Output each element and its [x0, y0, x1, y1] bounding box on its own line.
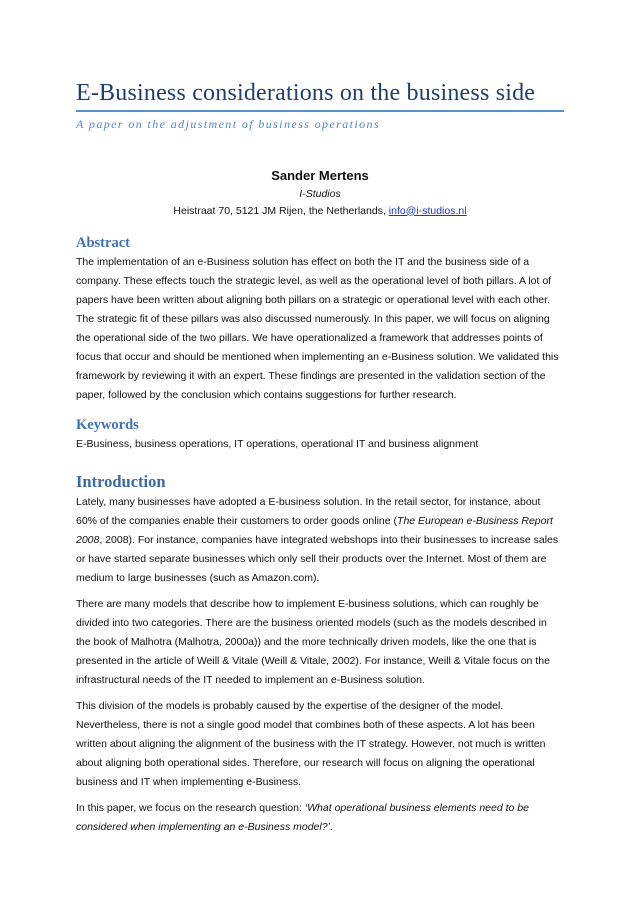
author-block — [76, 168, 564, 218]
author-name: Sander Mertens — [271, 167, 369, 183]
intro-p1-text-a: Lately, many businesses have adopted a E-business solution. In the retail sector, for instance, about 60% of the companies enable their customers to order goods online ( — [76, 495, 541, 527]
intro-p4-text-b: . — [329, 820, 333, 833]
introduction-paragraph-3: This division of the models is probably caused by the expertise of the designer of the model. Nevertheless, there is not a single good model that combines both of these aspects. A lot has been written about aligning the alignment of the business with the IT strategy. However, not much is written about aligning both operational sides. Therefore, our research will focus on aligning the operational business and IT when implementing e-Business. — [76, 699, 546, 788]
abstract-heading: Abstract — [76, 234, 130, 251]
introduction-paragraph-1 — [76, 493, 564, 588]
abstract-text: The implementation of an e-Business solution has effect on both the IT and the business side of a company. These effects touch the strategic level, as well as the operational level of both pillars. A lot of papers have been written about aligning both pillars on a strategic or operational level with each other. The strategic fit of these pillars was also discussed numerously. In this paper, we will focus on aligning the operational side of the two pillars. We have operationalized a framework that addresses points of focus that occur and should be mentioned when implementing an e-Business solution. We validated this framework by reviewing it with an expert. These findings are presented in the validation section of the paper, followed by the conclusion which contains suggestions for further research. — [76, 255, 559, 401]
introduction-heading: Introduction — [76, 471, 166, 491]
author-address — [76, 204, 564, 218]
title-underline — [76, 110, 564, 112]
keywords-text: E-Business, business operations, IT operations, operational IT and business alignment — [76, 437, 479, 450]
intro-p1-text-b: , 2008). For instance, companies have integrated webshops into their businesses to increase sales or have started separate businesses which only sell their products over the Internet. Most of them are medium to large businesses (such as Amazon.com). — [76, 533, 559, 584]
keywords-heading: Keywords — [76, 416, 139, 433]
author-email-link[interactable]: info@i-studios.nl — [388, 204, 467, 217]
author-address-text: Heistraat 70, 5121 JM Rijen, the Netherlands, — [173, 204, 389, 217]
research-question-italic: ‘What operational business elements need to be considered when implementing an e-Business model?’ — [76, 801, 529, 833]
intro-p1-citation-italic: The European e-Business Report 2008 — [76, 514, 553, 546]
paper-page — [76, 72, 564, 837]
paper-title: E-Business considerations on the business side — [76, 80, 536, 106]
intro-p4-text-a: In this paper, we focus on the research question: — [76, 801, 305, 814]
paper-subtitle: A paper on the adjustment of business operations — [76, 116, 380, 131]
introduction-paragraph-4 — [76, 799, 564, 837]
author-affiliation: I-Studios — [299, 187, 341, 200]
introduction-paragraph-2: There are many models that describe how to implement E-business solutions, which can roughly be divided into two categories. There are the business oriented models (such as the models described in the book of Malhotra (Malhotra, 2000a)) and the more technically driven models, like the one that is presented in the article of Weill & Vitale (Weill & Vitale, 2002). For instance, Weill & Vitale focus on the infrastructural needs of the IT needed to implement an e-Business solution. — [76, 597, 550, 686]
